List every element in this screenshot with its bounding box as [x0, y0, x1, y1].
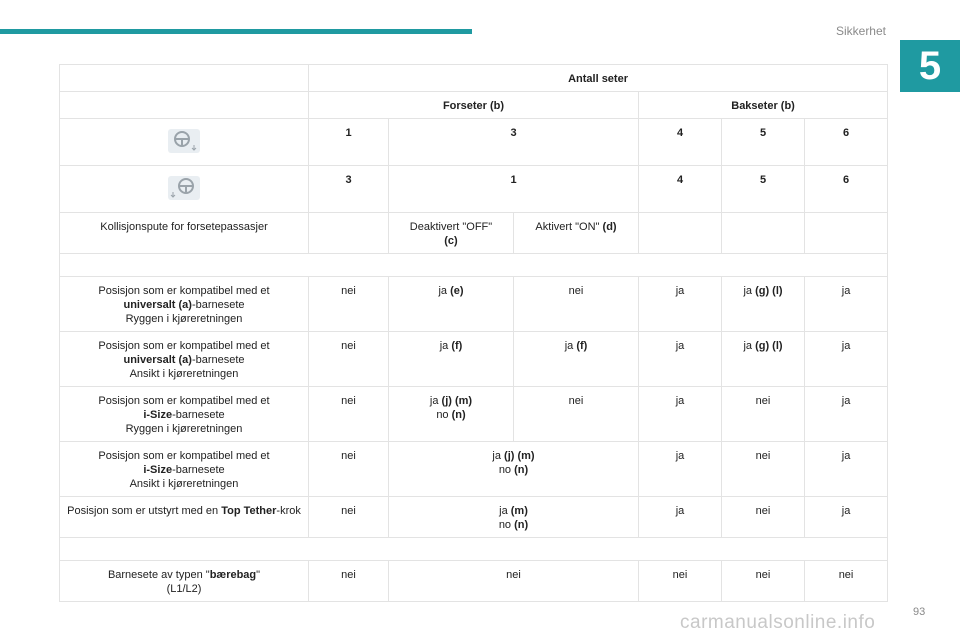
airbag-on-cell: [514, 213, 639, 254]
value-ref: (g) (l): [755, 285, 783, 297]
seat-number: 5: [722, 166, 805, 213]
label-bold: i-Size: [143, 464, 173, 476]
empty-cell: [309, 213, 389, 254]
cell-value: nei: [309, 332, 389, 387]
cell-value: ja: [805, 497, 888, 538]
cell-value: ja: [805, 277, 888, 332]
cell-value: ja: [639, 332, 722, 387]
row-label: [60, 561, 309, 602]
table-row: [60, 442, 888, 497]
cell-value: nei: [309, 387, 389, 442]
value-ref: (f): [576, 340, 588, 352]
value-text: ja: [492, 450, 501, 462]
row-label: [60, 387, 309, 442]
airbag-off-ref: (c): [444, 235, 458, 247]
label-text: Posisjon som er kompatibel med et: [98, 395, 270, 407]
watermark-text: carmanualsonline.info: [680, 612, 876, 633]
cell-value: [389, 387, 514, 442]
spacer-row: [60, 254, 888, 277]
value-ref: (j) (m): [504, 450, 535, 462]
cell-value: nei: [722, 442, 805, 497]
seat-number: 6: [805, 166, 888, 213]
seat-number: 1: [309, 119, 389, 166]
seat-number: 4: [639, 166, 722, 213]
label-text: (L1/L2): [166, 583, 202, 595]
cell-value: nei: [389, 561, 639, 602]
cell-value: [389, 332, 514, 387]
empty-cell: [805, 213, 888, 254]
cell-value: nei: [722, 561, 805, 602]
spacer-cell: [60, 538, 888, 561]
value-text: ja: [438, 285, 448, 297]
label-text: Ryggen i kjøreretningen: [125, 313, 243, 325]
row-label: [60, 277, 309, 332]
lhd-icon-cell: [60, 119, 309, 166]
table-row: [60, 277, 888, 332]
label-bold: i-Size: [143, 409, 173, 421]
seat-count-header: Antall seter: [309, 65, 888, 92]
empty-header-cell: [60, 65, 309, 92]
rear-seats-header: Bakseter (b): [639, 92, 888, 119]
cell-value: nei: [639, 561, 722, 602]
spacer-row: [60, 538, 888, 561]
value-ref: (n): [514, 519, 529, 531]
seat-number: 3: [389, 119, 639, 166]
airbag-on-text: Aktivert "ON": [535, 221, 600, 233]
table-row: [60, 497, 888, 538]
cell-value: [722, 277, 805, 332]
label-text: -krok: [276, 505, 301, 517]
value-text: ja: [439, 340, 449, 352]
label-bold: Top Tether: [221, 505, 277, 517]
header-row-seats: [60, 65, 888, 92]
airbag-off-cell: [389, 213, 514, 254]
seat-number: 3: [309, 166, 389, 213]
rhd-icon-cell: [60, 166, 309, 213]
label-text: Posisjon som er utstyrt med en: [67, 505, 219, 517]
label-text: Ansikt i kjøreretningen: [129, 478, 239, 490]
cell-value: nei: [309, 497, 389, 538]
seat-number: 6: [805, 119, 888, 166]
cell-value: nei: [722, 387, 805, 442]
value-text: ja: [429, 395, 439, 407]
value-ref: (f): [451, 340, 463, 352]
value-ref: (e): [450, 285, 464, 297]
airbag-row: [60, 213, 888, 254]
cell-value: [514, 332, 639, 387]
cell-value: ja: [805, 387, 888, 442]
label-text: -barnesete: [191, 354, 245, 366]
table-row: [60, 332, 888, 387]
cell-value: nei: [309, 277, 389, 332]
cell-value: ja: [639, 277, 722, 332]
cell-value: ja: [639, 442, 722, 497]
value-ref: (g) (l): [755, 340, 783, 352]
row-label: [60, 442, 309, 497]
value-text: ja: [743, 285, 752, 297]
value-text: no: [498, 519, 512, 531]
label-bold: universalt (a): [123, 299, 192, 311]
spacer-cell: [60, 254, 888, 277]
label-bold: bærebag: [209, 569, 257, 581]
label-text: Posisjon som er kompatibel med et: [98, 340, 270, 352]
steering-wheel-left-drive-icon: [167, 128, 201, 154]
accent-bar: [0, 29, 472, 34]
label-text: Ansikt i kjøreretningen: [129, 368, 239, 380]
carrycot-row: [60, 561, 888, 602]
label-text: Ryggen i kjøreretningen: [125, 423, 243, 435]
label-text: -barnesete: [172, 409, 225, 421]
chapter-number-tab: 5: [900, 40, 960, 92]
empty-cell: [639, 213, 722, 254]
seat-number: 5: [722, 119, 805, 166]
airbag-on-ref: (d): [602, 221, 617, 233]
label-bold: universalt (a): [123, 354, 192, 366]
cell-value: nei: [309, 561, 389, 602]
cell-value: nei: [722, 497, 805, 538]
cell-value: ja: [639, 387, 722, 442]
cell-value: nei: [309, 442, 389, 497]
seat-number: 1: [389, 166, 639, 213]
value-ref: (n): [514, 464, 529, 476]
cell-value: [389, 277, 514, 332]
label-text: -barnesete: [172, 464, 225, 476]
cell-value: [389, 497, 639, 538]
label-text: Posisjon som er kompatibel med et: [98, 450, 270, 462]
value-text: ja: [743, 340, 752, 352]
seat-number-row-rhd: [60, 166, 888, 213]
empty-header-cell: [60, 92, 309, 119]
child-seat-table: [59, 64, 888, 602]
row-label: [60, 497, 309, 538]
table-row: [60, 387, 888, 442]
seat-number: 4: [639, 119, 722, 166]
label-text: Posisjon som er kompatibel med et: [98, 285, 270, 297]
airbag-label: Kollisjonspute for forsetepassasjer: [60, 213, 309, 254]
front-seats-header: Forseter (b): [309, 92, 639, 119]
seat-number-row-lhd: [60, 119, 888, 166]
value-text: ja: [564, 340, 574, 352]
value-ref: (m): [510, 505, 528, 517]
steering-wheel-right-drive-icon: [167, 175, 201, 201]
value-ref: (n): [451, 409, 466, 421]
airbag-off-text: Deaktivert "OFF": [409, 221, 493, 233]
cell-value: ja: [805, 332, 888, 387]
empty-cell: [722, 213, 805, 254]
value-text: ja: [499, 505, 508, 517]
cell-value: [722, 332, 805, 387]
page-number: 93: [913, 606, 926, 618]
value-text: no: [436, 409, 449, 421]
cell-value: ja: [805, 442, 888, 497]
section-title: Sikkerhet: [835, 24, 886, 38]
header-row-front-rear: [60, 92, 888, 119]
value-text: no: [498, 464, 512, 476]
cell-value: nei: [805, 561, 888, 602]
cell-value: nei: [514, 277, 639, 332]
label-text: -barnesete: [191, 299, 245, 311]
cell-value: nei: [514, 387, 639, 442]
label-text: ": [256, 569, 261, 581]
cell-value: [389, 442, 639, 497]
cell-value: ja: [639, 497, 722, 538]
value-ref: (j) (m): [441, 395, 473, 407]
row-label: [60, 332, 309, 387]
label-text: Barnesete av typen ": [107, 569, 210, 581]
